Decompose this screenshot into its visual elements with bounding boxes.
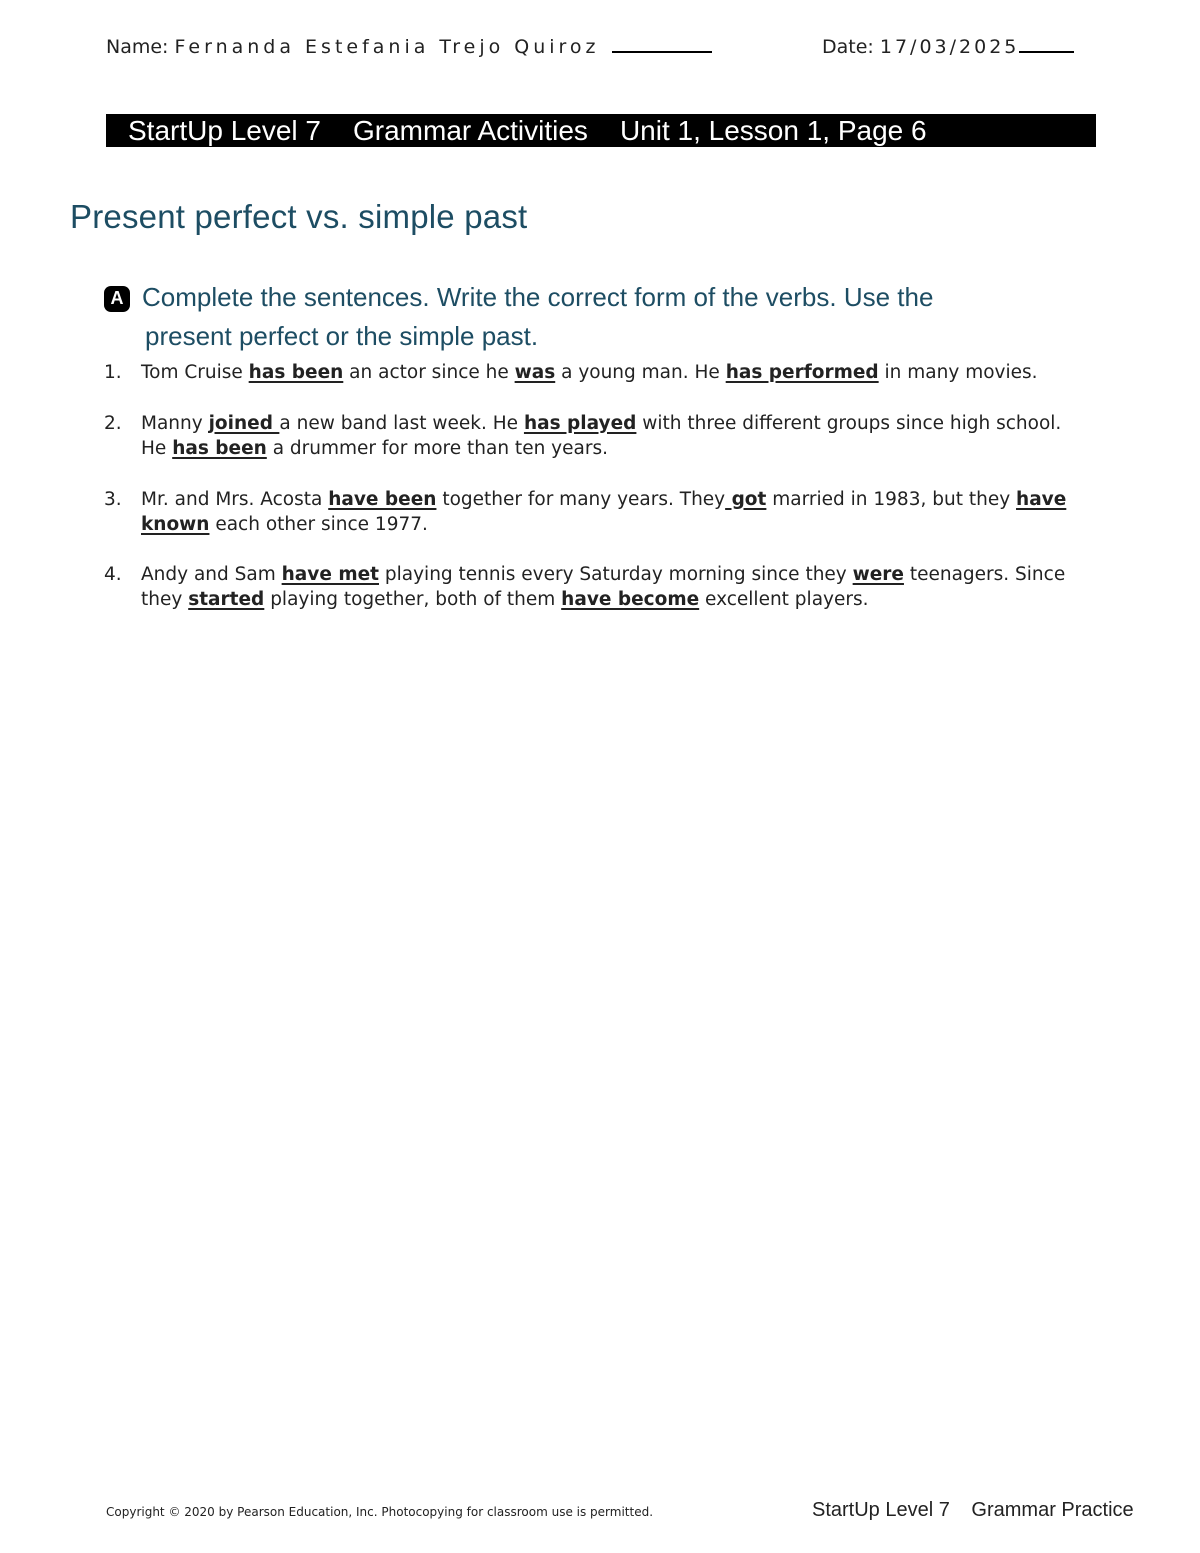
answer-text: have become <box>561 589 700 610</box>
item-number: 2. <box>104 412 122 434</box>
item-number: 3. <box>104 488 122 510</box>
answer-text: was <box>514 362 556 383</box>
title-banner <box>106 114 1096 147</box>
sentence-text: teenagers. Since <box>903 563 1066 585</box>
sentence-text: an actor since he <box>343 362 515 383</box>
sentence-text: in many movies. <box>878 362 1038 383</box>
instruction-line-2: present perfect or the simple past. <box>145 321 539 351</box>
sentence-text: each other since 1977. <box>209 514 428 535</box>
answer-text: have been <box>328 488 437 510</box>
name-label: Name: <box>106 36 169 58</box>
exercise-item <box>104 360 1099 386</box>
sentence-text: Andy and Sam <box>141 563 282 585</box>
sentence-text: He <box>141 438 173 459</box>
exercise-item <box>104 487 1099 538</box>
answer-text: has been <box>248 362 344 383</box>
student-name: Fernanda Estefania Trejo Quiroz <box>174 36 600 58</box>
sentence-text: together for many years. They <box>436 488 726 510</box>
sentence-text: a young man. He <box>555 362 726 383</box>
sentence-text: excellent players. <box>699 589 869 610</box>
footer-section: Grammar Practice <box>971 1499 1134 1521</box>
date-blank-line <box>1019 33 1074 53</box>
sentence-text: Mr. and Mrs. Acosta <box>141 488 329 510</box>
sentence-text: with three different groups since high school. <box>636 412 1062 434</box>
copyright-notice: Copyright © 2020 by Pearson Education, Inc. Photocopying for classroom use is permitted. <box>106 1505 654 1519</box>
banner-section: Grammar Activities <box>353 114 588 146</box>
sentence-text: playing together, both of them <box>264 589 562 610</box>
answer-text: known <box>141 514 210 535</box>
exercise-instructions <box>104 278 1034 356</box>
exercise-item <box>104 562 1099 613</box>
page-title: Present perfect vs. simple past <box>70 198 528 235</box>
answer-text: have met <box>281 563 379 585</box>
sentence-text: Tom Cruise <box>141 362 249 383</box>
name-line <box>106 33 712 58</box>
answer-text: have <box>1016 488 1067 510</box>
answer-text: has performed <box>725 362 879 383</box>
sentence-text: a drummer for more than ten years. <box>266 438 608 459</box>
footer-level: StartUp Level 7 <box>812 1499 950 1521</box>
sentence-text: Manny <box>141 412 209 434</box>
answer-text: has been <box>172 438 267 459</box>
sentence-text: playing tennis every Saturday morning since they <box>379 563 853 585</box>
date-value: 17/03/2025 <box>879 36 1020 58</box>
exercise-items <box>104 360 1099 613</box>
answer-text: got <box>725 488 767 510</box>
answer-text: were <box>852 563 904 585</box>
name-blank-line <box>612 33 712 53</box>
answer-text: has played <box>523 412 637 434</box>
sentence-text: married in 1983, but they <box>766 488 1017 510</box>
footer-branding <box>812 1499 1134 1522</box>
banner-location: Unit 1, Lesson 1, Page 6 <box>619 114 927 146</box>
answer-text: started <box>188 589 265 610</box>
instruction-line-1: Complete the sentences. Write the correct form of the verbs. Use the <box>142 282 934 312</box>
date-line <box>822 33 1074 58</box>
answer-text: joined <box>208 412 280 434</box>
exercise-item <box>104 411 1099 462</box>
exercise-letter-badge: A <box>104 286 130 312</box>
date-label: Date: <box>822 36 874 58</box>
sentence-text: they <box>141 589 189 610</box>
item-number: 1. <box>104 362 122 383</box>
item-number: 4. <box>104 563 122 585</box>
sentence-text: a new band last week. He <box>279 412 524 434</box>
banner-level: StartUp Level 7 <box>128 114 321 146</box>
